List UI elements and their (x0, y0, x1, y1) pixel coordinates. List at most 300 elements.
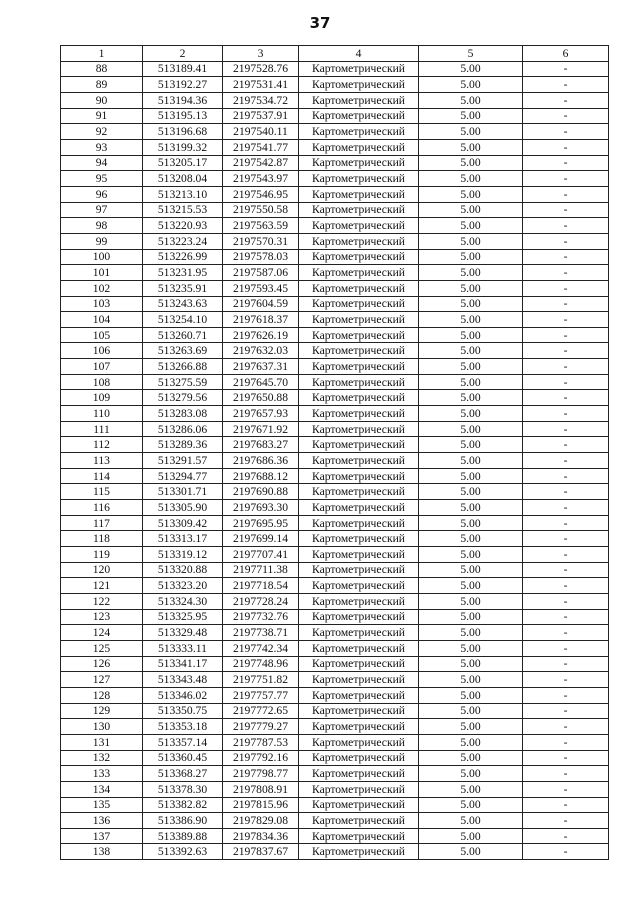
table-row (61, 327, 609, 343)
y-coordinate-cell: 2197563.59 (223, 218, 299, 234)
x-coordinate-cell: 513329.48 (143, 625, 223, 641)
method-cell: Картометрический (299, 719, 419, 735)
method-cell: Картометрический (299, 437, 419, 453)
y-coordinate-cell: 2197632.03 (223, 343, 299, 359)
table-row (61, 640, 609, 656)
note-cell: - (523, 265, 609, 281)
x-coordinate-cell: 513215.53 (143, 202, 223, 218)
y-coordinate-cell: 2197779.27 (223, 719, 299, 735)
x-coordinate-cell: 513350.75 (143, 703, 223, 719)
accuracy-cell: 5.00 (419, 593, 523, 609)
note-cell: - (523, 687, 609, 703)
table-row (61, 719, 609, 735)
table-header-row (61, 46, 609, 62)
point-number-cell: 95 (61, 171, 143, 187)
note-cell: - (523, 797, 609, 813)
method-cell: Картометрический (299, 687, 419, 703)
point-number-cell: 125 (61, 640, 143, 656)
note-cell: - (523, 547, 609, 563)
y-coordinate-cell: 2197657.93 (223, 406, 299, 422)
table-row (61, 437, 609, 453)
point-number-cell: 102 (61, 280, 143, 296)
note-cell: - (523, 390, 609, 406)
point-number-cell: 122 (61, 593, 143, 609)
y-coordinate-cell: 2197808.91 (223, 781, 299, 797)
point-number-cell: 130 (61, 719, 143, 735)
method-cell: Картометрический (299, 139, 419, 155)
point-number-cell: 121 (61, 578, 143, 594)
note-cell: - (523, 468, 609, 484)
point-number-cell: 132 (61, 750, 143, 766)
y-coordinate-cell: 2197707.41 (223, 547, 299, 563)
table-row (61, 797, 609, 813)
column-header: 4 (299, 46, 419, 62)
x-coordinate-cell: 513323.20 (143, 578, 223, 594)
table-row (61, 484, 609, 500)
accuracy-cell: 5.00 (419, 719, 523, 735)
point-number-cell: 117 (61, 515, 143, 531)
method-cell: Картометрический (299, 61, 419, 77)
note-cell: - (523, 453, 609, 469)
accuracy-cell: 5.00 (419, 766, 523, 782)
y-coordinate-cell: 2197618.37 (223, 312, 299, 328)
y-coordinate-cell: 2197671.92 (223, 421, 299, 437)
point-number-cell: 137 (61, 828, 143, 844)
y-coordinate-cell: 2197626.19 (223, 327, 299, 343)
method-cell: Картометрический (299, 547, 419, 563)
x-coordinate-cell: 513301.71 (143, 484, 223, 500)
accuracy-cell: 5.00 (419, 312, 523, 328)
table-row (61, 155, 609, 171)
table-row (61, 750, 609, 766)
table-row (61, 656, 609, 672)
point-number-cell: 91 (61, 108, 143, 124)
accuracy-cell: 5.00 (419, 609, 523, 625)
x-coordinate-cell: 513263.69 (143, 343, 223, 359)
coordinates-table (60, 45, 609, 860)
y-coordinate-cell: 2197688.12 (223, 468, 299, 484)
column-header: 5 (419, 46, 523, 62)
table-row (61, 61, 609, 77)
table-row (61, 374, 609, 390)
table-row (61, 531, 609, 547)
point-number-cell: 105 (61, 327, 143, 343)
point-number-cell: 116 (61, 500, 143, 516)
point-number-cell: 98 (61, 218, 143, 234)
y-coordinate-cell: 2197738.71 (223, 625, 299, 641)
y-coordinate-cell: 2197593.45 (223, 280, 299, 296)
note-cell: - (523, 343, 609, 359)
point-number-cell: 115 (61, 484, 143, 500)
x-coordinate-cell: 513192.27 (143, 77, 223, 93)
x-coordinate-cell: 513243.63 (143, 296, 223, 312)
accuracy-cell: 5.00 (419, 92, 523, 108)
x-coordinate-cell: 513313.17 (143, 531, 223, 547)
x-coordinate-cell: 513194.36 (143, 92, 223, 108)
x-coordinate-cell: 513346.02 (143, 687, 223, 703)
method-cell: Картометрический (299, 296, 419, 312)
point-number-cell: 133 (61, 766, 143, 782)
table-row (61, 593, 609, 609)
accuracy-cell: 5.00 (419, 500, 523, 516)
note-cell: - (523, 781, 609, 797)
point-number-cell: 108 (61, 374, 143, 390)
y-coordinate-cell: 2197645.70 (223, 374, 299, 390)
column-header: 2 (143, 46, 223, 62)
note-cell: - (523, 813, 609, 829)
note-cell: - (523, 249, 609, 265)
y-coordinate-cell: 2197650.88 (223, 390, 299, 406)
column-header: 1 (61, 46, 143, 62)
note-cell: - (523, 484, 609, 500)
note-cell: - (523, 374, 609, 390)
table-row (61, 828, 609, 844)
method-cell: Картометрический (299, 781, 419, 797)
table-row (61, 562, 609, 578)
point-number-cell: 111 (61, 421, 143, 437)
accuracy-cell: 5.00 (419, 155, 523, 171)
x-coordinate-cell: 513309.42 (143, 515, 223, 531)
note-cell: - (523, 61, 609, 77)
accuracy-cell: 5.00 (419, 828, 523, 844)
table-row (61, 578, 609, 594)
page-number: 37 (309, 14, 331, 32)
x-coordinate-cell: 513357.14 (143, 734, 223, 750)
point-number-cell: 104 (61, 312, 143, 328)
y-coordinate-cell: 2197728.24 (223, 593, 299, 609)
table-row (61, 390, 609, 406)
accuracy-cell: 5.00 (419, 640, 523, 656)
x-coordinate-cell: 513353.18 (143, 719, 223, 735)
accuracy-cell: 5.00 (419, 327, 523, 343)
method-cell: Картометрический (299, 359, 419, 375)
accuracy-cell: 5.00 (419, 562, 523, 578)
method-cell: Картометрический (299, 484, 419, 500)
method-cell: Картометрический (299, 155, 419, 171)
point-number-cell: 128 (61, 687, 143, 703)
accuracy-cell: 5.00 (419, 296, 523, 312)
x-coordinate-cell: 513294.77 (143, 468, 223, 484)
point-number-cell: 101 (61, 265, 143, 281)
x-coordinate-cell: 513231.95 (143, 265, 223, 281)
point-number-cell: 135 (61, 797, 143, 813)
note-cell: - (523, 625, 609, 641)
table-row (61, 766, 609, 782)
accuracy-cell: 5.00 (419, 531, 523, 547)
method-cell: Картометрический (299, 265, 419, 281)
accuracy-cell: 5.00 (419, 656, 523, 672)
y-coordinate-cell: 2197541.77 (223, 139, 299, 155)
note-cell: - (523, 124, 609, 140)
x-coordinate-cell: 513254.10 (143, 312, 223, 328)
x-coordinate-cell: 513260.71 (143, 327, 223, 343)
table-row (61, 92, 609, 108)
y-coordinate-cell: 2197837.67 (223, 844, 299, 860)
accuracy-cell: 5.00 (419, 453, 523, 469)
note-cell: - (523, 139, 609, 155)
y-coordinate-cell: 2197695.95 (223, 515, 299, 531)
y-coordinate-cell: 2197693.30 (223, 500, 299, 516)
y-coordinate-cell: 2197815.96 (223, 797, 299, 813)
x-coordinate-cell: 513205.17 (143, 155, 223, 171)
point-number-cell: 109 (61, 390, 143, 406)
note-cell: - (523, 233, 609, 249)
method-cell: Картометрический (299, 797, 419, 813)
table-row (61, 296, 609, 312)
method-cell: Картометрический (299, 186, 419, 202)
x-coordinate-cell: 513325.95 (143, 609, 223, 625)
y-coordinate-cell: 2197772.65 (223, 703, 299, 719)
note-cell: - (523, 515, 609, 531)
y-coordinate-cell: 2197604.59 (223, 296, 299, 312)
x-coordinate-cell: 513289.36 (143, 437, 223, 453)
y-coordinate-cell: 2197537.91 (223, 108, 299, 124)
x-coordinate-cell: 513189.41 (143, 61, 223, 77)
note-cell: - (523, 155, 609, 171)
y-coordinate-cell: 2197637.31 (223, 359, 299, 375)
point-number-cell: 131 (61, 734, 143, 750)
y-coordinate-cell: 2197686.36 (223, 453, 299, 469)
method-cell: Картометрический (299, 844, 419, 860)
x-coordinate-cell: 513291.57 (143, 453, 223, 469)
method-cell: Картометрический (299, 327, 419, 343)
accuracy-cell: 5.00 (419, 265, 523, 281)
accuracy-cell: 5.00 (419, 672, 523, 688)
table-row (61, 186, 609, 202)
x-coordinate-cell: 513283.08 (143, 406, 223, 422)
method-cell: Картометрический (299, 406, 419, 422)
x-coordinate-cell: 513360.45 (143, 750, 223, 766)
y-coordinate-cell: 2197792.16 (223, 750, 299, 766)
note-cell: - (523, 500, 609, 516)
method-cell: Картометрический (299, 766, 419, 782)
method-cell: Картометрический (299, 640, 419, 656)
method-cell: Картометрический (299, 625, 419, 641)
note-cell: - (523, 437, 609, 453)
note-cell: - (523, 218, 609, 234)
note-cell: - (523, 186, 609, 202)
accuracy-cell: 5.00 (419, 437, 523, 453)
method-cell: Картометрический (299, 108, 419, 124)
column-header: 6 (523, 46, 609, 62)
table-row (61, 77, 609, 93)
point-number-cell: 106 (61, 343, 143, 359)
x-coordinate-cell: 513266.88 (143, 359, 223, 375)
table-row (61, 609, 609, 625)
table-row (61, 687, 609, 703)
table-row (61, 421, 609, 437)
y-coordinate-cell: 2197543.97 (223, 171, 299, 187)
table-row (61, 547, 609, 563)
point-number-cell: 88 (61, 61, 143, 77)
x-coordinate-cell: 513196.68 (143, 124, 223, 140)
table-row (61, 265, 609, 281)
y-coordinate-cell: 2197578.03 (223, 249, 299, 265)
table-row (61, 233, 609, 249)
point-number-cell: 114 (61, 468, 143, 484)
x-coordinate-cell: 513341.17 (143, 656, 223, 672)
note-cell: - (523, 593, 609, 609)
x-coordinate-cell: 513343.48 (143, 672, 223, 688)
y-coordinate-cell: 2197834.36 (223, 828, 299, 844)
y-coordinate-cell: 2197751.82 (223, 672, 299, 688)
point-number-cell: 127 (61, 672, 143, 688)
x-coordinate-cell: 513226.99 (143, 249, 223, 265)
method-cell: Картометрический (299, 280, 419, 296)
point-number-cell: 120 (61, 562, 143, 578)
method-cell: Картометрический (299, 233, 419, 249)
note-cell: - (523, 844, 609, 860)
x-coordinate-cell: 513333.11 (143, 640, 223, 656)
accuracy-cell: 5.00 (419, 171, 523, 187)
x-coordinate-cell: 513286.06 (143, 421, 223, 437)
point-number-cell: 136 (61, 813, 143, 829)
point-number-cell: 112 (61, 437, 143, 453)
accuracy-cell: 5.00 (419, 625, 523, 641)
note-cell: - (523, 77, 609, 93)
note-cell: - (523, 312, 609, 328)
accuracy-cell: 5.00 (419, 547, 523, 563)
method-cell: Картометрический (299, 77, 419, 93)
table-row (61, 844, 609, 860)
method-cell: Картометрический (299, 171, 419, 187)
method-cell: Картометрический (299, 500, 419, 516)
x-coordinate-cell: 513275.59 (143, 374, 223, 390)
point-number-cell: 99 (61, 233, 143, 249)
point-number-cell: 123 (61, 609, 143, 625)
point-number-cell: 94 (61, 155, 143, 171)
x-coordinate-cell: 513195.13 (143, 108, 223, 124)
column-header: 3 (223, 46, 299, 62)
x-coordinate-cell: 513223.24 (143, 233, 223, 249)
accuracy-cell: 5.00 (419, 750, 523, 766)
point-number-cell: 103 (61, 296, 143, 312)
accuracy-cell: 5.00 (419, 139, 523, 155)
x-coordinate-cell: 513320.88 (143, 562, 223, 578)
y-coordinate-cell: 2197757.77 (223, 687, 299, 703)
method-cell: Картометрический (299, 468, 419, 484)
table-row (61, 703, 609, 719)
accuracy-cell: 5.00 (419, 406, 523, 422)
accuracy-cell: 5.00 (419, 343, 523, 359)
note-cell: - (523, 531, 609, 547)
table-row (61, 280, 609, 296)
table-row (61, 249, 609, 265)
point-number-cell: 119 (61, 547, 143, 563)
method-cell: Картометрический (299, 656, 419, 672)
accuracy-cell: 5.00 (419, 421, 523, 437)
point-number-cell: 93 (61, 139, 143, 155)
table-row (61, 734, 609, 750)
method-cell: Картометрический (299, 390, 419, 406)
accuracy-cell: 5.00 (419, 515, 523, 531)
method-cell: Картометрический (299, 515, 419, 531)
note-cell: - (523, 562, 609, 578)
method-cell: Картометрический (299, 609, 419, 625)
x-coordinate-cell: 513305.90 (143, 500, 223, 516)
point-number-cell: 129 (61, 703, 143, 719)
method-cell: Картометрический (299, 562, 419, 578)
table-row (61, 625, 609, 641)
accuracy-cell: 5.00 (419, 813, 523, 829)
accuracy-cell: 5.00 (419, 77, 523, 93)
y-coordinate-cell: 2197540.11 (223, 124, 299, 140)
y-coordinate-cell: 2197683.27 (223, 437, 299, 453)
y-coordinate-cell: 2197732.76 (223, 609, 299, 625)
note-cell: - (523, 766, 609, 782)
note-cell: - (523, 359, 609, 375)
method-cell: Картометрический (299, 672, 419, 688)
point-number-cell: 97 (61, 202, 143, 218)
x-coordinate-cell: 513389.88 (143, 828, 223, 844)
table-row (61, 124, 609, 140)
table-row (61, 500, 609, 516)
note-cell: - (523, 578, 609, 594)
point-number-cell: 138 (61, 844, 143, 860)
accuracy-cell: 5.00 (419, 124, 523, 140)
accuracy-cell: 5.00 (419, 108, 523, 124)
table-row (61, 108, 609, 124)
y-coordinate-cell: 2197742.34 (223, 640, 299, 656)
point-number-cell: 134 (61, 781, 143, 797)
note-cell: - (523, 92, 609, 108)
accuracy-cell: 5.00 (419, 249, 523, 265)
accuracy-cell: 5.00 (419, 374, 523, 390)
note-cell: - (523, 609, 609, 625)
y-coordinate-cell: 2197546.95 (223, 186, 299, 202)
point-number-cell: 96 (61, 186, 143, 202)
method-cell: Картометрический (299, 734, 419, 750)
y-coordinate-cell: 2197711.38 (223, 562, 299, 578)
method-cell: Картометрический (299, 421, 419, 437)
x-coordinate-cell: 513382.82 (143, 797, 223, 813)
note-cell: - (523, 750, 609, 766)
y-coordinate-cell: 2197699.14 (223, 531, 299, 547)
note-cell: - (523, 327, 609, 343)
point-number-cell: 100 (61, 249, 143, 265)
y-coordinate-cell: 2197748.96 (223, 656, 299, 672)
accuracy-cell: 5.00 (419, 186, 523, 202)
y-coordinate-cell: 2197542.87 (223, 155, 299, 171)
table-body (61, 61, 609, 859)
method-cell: Картометрический (299, 578, 419, 594)
method-cell: Картометрический (299, 374, 419, 390)
table-row (61, 813, 609, 829)
table-row (61, 672, 609, 688)
accuracy-cell: 5.00 (419, 734, 523, 750)
table-row (61, 515, 609, 531)
x-coordinate-cell: 513324.30 (143, 593, 223, 609)
method-cell: Картометрический (299, 750, 419, 766)
method-cell: Картометрический (299, 593, 419, 609)
note-cell: - (523, 672, 609, 688)
point-number-cell: 89 (61, 77, 143, 93)
y-coordinate-cell: 2197550.58 (223, 202, 299, 218)
note-cell: - (523, 734, 609, 750)
x-coordinate-cell: 513235.91 (143, 280, 223, 296)
method-cell: Картометрический (299, 813, 419, 829)
note-cell: - (523, 719, 609, 735)
y-coordinate-cell: 2197534.72 (223, 92, 299, 108)
table-row (61, 139, 609, 155)
method-cell: Картометрический (299, 312, 419, 328)
y-coordinate-cell: 2197587.06 (223, 265, 299, 281)
note-cell: - (523, 640, 609, 656)
y-coordinate-cell: 2197531.41 (223, 77, 299, 93)
x-coordinate-cell: 513378.30 (143, 781, 223, 797)
y-coordinate-cell: 2197787.53 (223, 734, 299, 750)
x-coordinate-cell: 513386.90 (143, 813, 223, 829)
